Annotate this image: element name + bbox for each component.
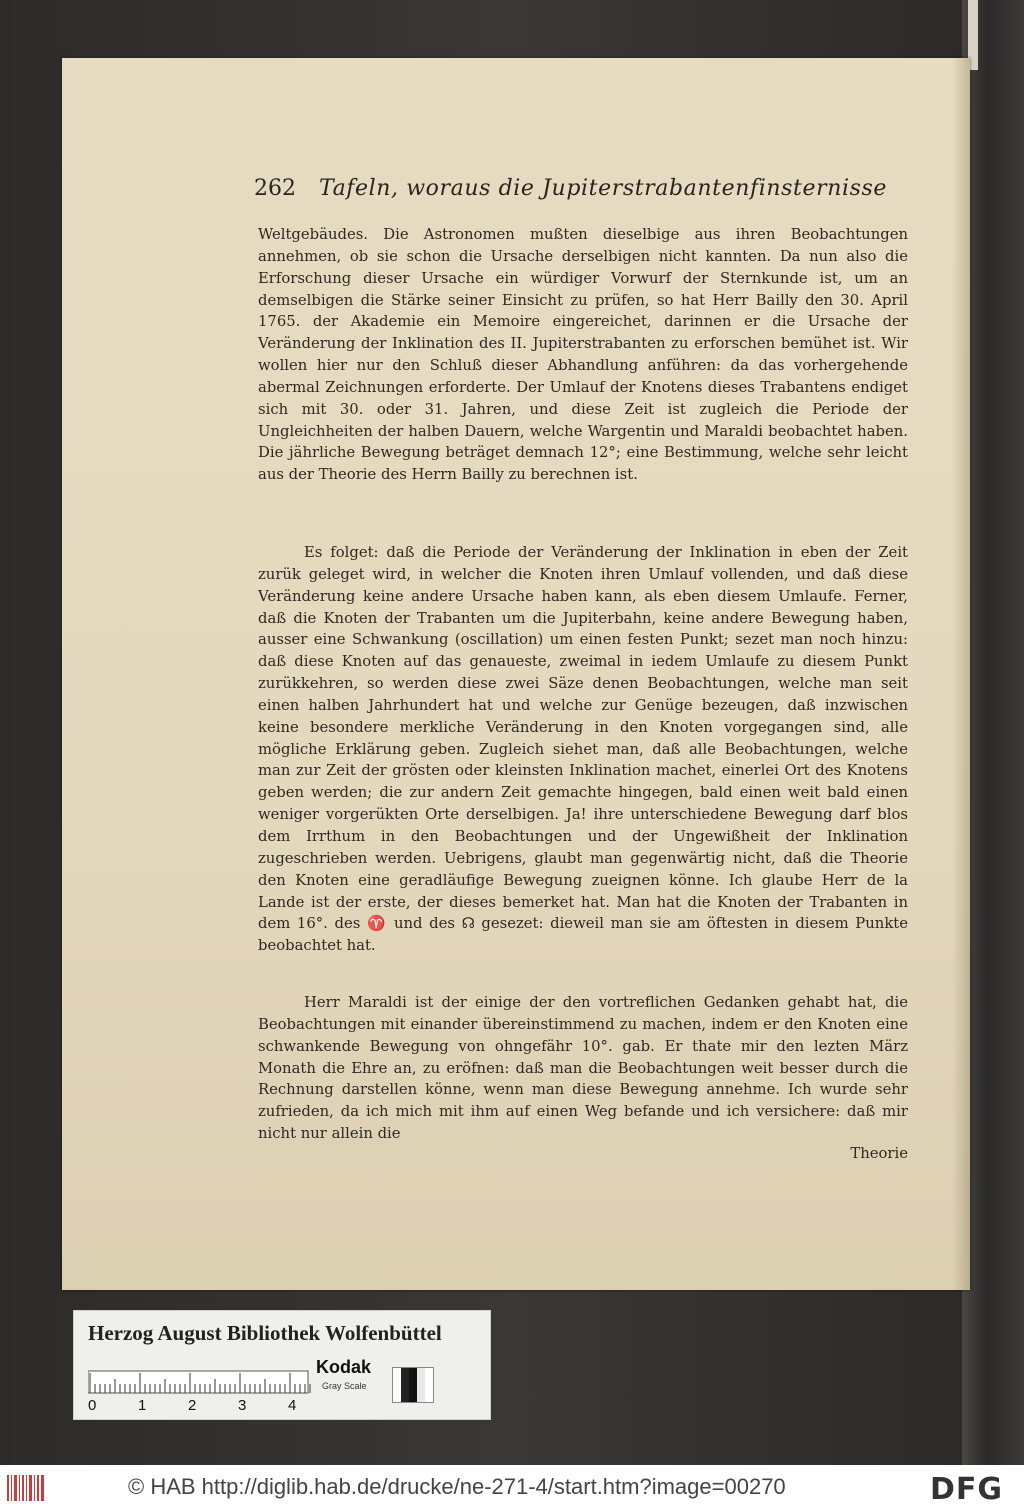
library-name: Herzog August Bibliothek Wolfenbüttel bbox=[88, 1321, 442, 1345]
book-edge bbox=[962, 0, 1024, 1465]
catchword: Theorie bbox=[850, 1145, 908, 1162]
footer-url: © HAB http://diglib.hab.de/drucke/ne-271-4/start.htm?image=00270 bbox=[128, 1474, 786, 1499]
ruler-number: 0 bbox=[88, 1397, 97, 1414]
ruler-number: 3 bbox=[238, 1397, 247, 1414]
footer-bar bbox=[0, 1465, 1024, 1510]
ruler-number: 4 bbox=[288, 1397, 297, 1414]
page-number: 262 bbox=[254, 176, 296, 201]
library-card bbox=[73, 1310, 491, 1420]
paragraph-1 bbox=[258, 224, 908, 486]
running-head bbox=[254, 176, 887, 206]
paragraph-text: Weltgebäudes. Die Astronomen mußten dieselbige aus ihren Beobachtungen annehmen, ob sie schon die Ursache derselbigen nicht kannten. Da nun also die Erforschung dieser Ursache ein würdiger Vorwurf der Sternkunde ist, um an demselbigen die Stärke seiner Einsicht zu prüfen, so hat Herr Bailly den 30. April 1765. der Akademie ein Memoire eingereichet, darinnen er die Ursache der Veränderung der Inklination des II. Jupiterstrabanten zu erforschen bemühet ist. Wir wollen hier nur den Schluß dieser Abhandlung anführen: da das vorhergehende abermal Zeichnungen erforderte. Der Umlauf der Knotens dieses Trabantens endiget sich mit 30. oder 31. Jahren, und diese Zeit ist zugleich die Periode der Ungleichheiten der halben Dauern, welche Wargentin und Maraldi beobachtet haben. Die jährliche Bewegung beträget demnach 12°; eine Bestimmung, welche sehr leicht aus der Theorie des Herrn Bailly zu berechnen ist. bbox=[258, 226, 908, 484]
running-title: Tafeln, woraus die Jupiterstrabantenfinsternisse bbox=[319, 176, 887, 201]
paragraph-text: Es folget: daß die Periode der Veränderung der Inklination in eben der Zeit zurük geleget wird, in welcher die Knoten ihren Umlauf vollenden, und daß diese Veränderung keine andere Ursache haben kann, als eben diesem Umlaufe. Ferner, daß die Knoten der Trabanten um die Jupiterbahn, keine andere Bewegung haben, ausser eine Schwankung (oscillation) um einen festen Punkt; sezet man noch hinzu: daß diese Knoten auf das genaueste, zweimal in iedem Umlaufe zu diesem Punkt zurükkehren, so werden diese zwei Säze denen Beobachtungen, welche man seit einen halben Jahrhundert hat und welche zur Genüge bezeugen, daß inzwischen keine besondere merkliche Veränderung in den Knoten vorgegangen sind, alle mögliche Erklärung geben. Zugleich siehet man, daß alle Beobachtungen, welche man zur Zeit der grösten oder kleinsten Inklination machet, einerlei Ort des Knotens geben werden; die zur andern Zeit gemachte hingegen, bald einen weit bald einen weniger vorgerükten Orte derselbigen. Ja! ihre unterschiedene Bewegung darf blos dem Irrthum in den Beobachtungen und der Ungewißheit der Inklination zugeschrieben werden. Uebrigens, glaubt man gegenwärtig nicht, daß die Theorie den Knoten eine geradläufige Bewegung zueignen könne. Ich glaube Herr de la Lande ist der erste, der dieses bemerket hat. Man hat die Knoten der Trabanten in dem 16°. des ♈ und des ☊ gesezet: dieweil man sie am öftesten in diesem Punkte beobachtet hat. bbox=[258, 544, 908, 955]
ruler-number: 2 bbox=[188, 1397, 197, 1414]
kodak-logo: Kodak bbox=[316, 1357, 372, 1377]
dfg-logo: DFG bbox=[930, 1472, 1004, 1507]
gray-scale-label: Gray Scale bbox=[322, 1381, 367, 1391]
ruler-number: 1 bbox=[138, 1397, 147, 1414]
paragraph-3 bbox=[258, 992, 908, 1145]
paragraph-2 bbox=[258, 542, 908, 957]
barcode-icon bbox=[6, 1473, 46, 1503]
paragraph-text: Herr Maraldi ist der einige der den vortreflichen Gedanken gehabt hat, die Beobachtungen mit einander übereinstimmend zu machen, indem er den Knoten eine schwankende Bewegung von ohngefähr 10°. gab. Er thate mir den lezten März Monath die Ehre an, zu eröfnen: daß man die Beobachtungen weit besser durch die Rechnung darstellen könne, wenn man diese Bewegung annehme. Ich wurde sehr zufrieden, da ich mich mit ihm auf einen Weg befande und ich versichere: daß mir nicht nur allein die bbox=[258, 994, 908, 1143]
gray-patch bbox=[392, 1367, 434, 1403]
